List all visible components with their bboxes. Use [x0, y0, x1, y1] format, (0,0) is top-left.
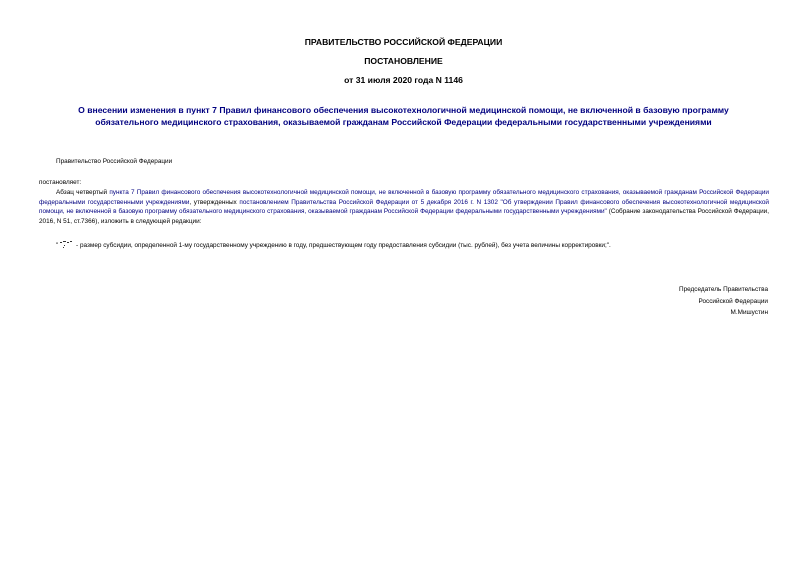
amendment-paragraph [39, 188, 769, 226]
document-date: от 31 июля 2020 года N 1146 [344, 75, 463, 85]
document-title [60, 104, 747, 128]
quote-open: " [56, 242, 59, 249]
p1-prefix: Абзац четвертый [56, 189, 110, 196]
formula-image-icon [59, 240, 73, 249]
signature-position: Председатель Правительства [679, 286, 768, 293]
signature-block [679, 284, 768, 319]
new-wording-text: - размер субсидии, определенной 1-му государственному учреждению в году, предшествующем году предоставления субсидии (тыс. рублей), без учета величины корректировки;". [74, 242, 611, 249]
government-heading: ПРАВИТЕЛЬСТВО РОССИЙСКОЙ ФЕДЕРАЦИИ [304, 37, 503, 47]
title-prefix: О внесении изменения в [78, 105, 187, 115]
new-wording-paragraph [56, 240, 769, 251]
document-type: ПОСТАНОВЛЕНИЕ [364, 56, 443, 66]
p1-rule-link[interactable]: пункта 7 Правил финансового обеспечения высокотехнологичной медицинской помощи, не включенной в базовую программу обязательного медицинского страхования, оказываемой гражданам Российской Федерации федеральными государственными учреждениями [39, 189, 769, 206]
decree-word: постановляет: [39, 179, 82, 186]
p1-suffix: (Собрание законодательства Российской Федерации, 2016, N 51, ст.7366), изложить в следующей редакции: [39, 208, 769, 225]
title-link[interactable]: пункт 7 Правил финансового обеспечения высокотехнологичной медицинской помощи, не включенной в базовую программу обязательного медицинского страхования, оказываемой гражданам Российской Федерации федеральными государственными учреждениями [95, 105, 729, 127]
p1-middle: , утвержденных [189, 198, 240, 206]
signature-organization: Российской Федерации [698, 297, 768, 305]
p1-decree-link[interactable]: постановлением Правительства Российской Федерации от 5 декабря 2016 г. N 1302 "Об утверждении Правил финансового обеспечения высокотехнологичной медицинской помощи, не включенной в базовую программу обязательного медицинского страхования, оказываемой гражданам Российской Федерации федеральными государственными учреждениями" [39, 198, 769, 215]
issuer-text: Правительство Российской Федерации [56, 158, 173, 165]
signature-name: М.Мишустин [730, 309, 768, 316]
